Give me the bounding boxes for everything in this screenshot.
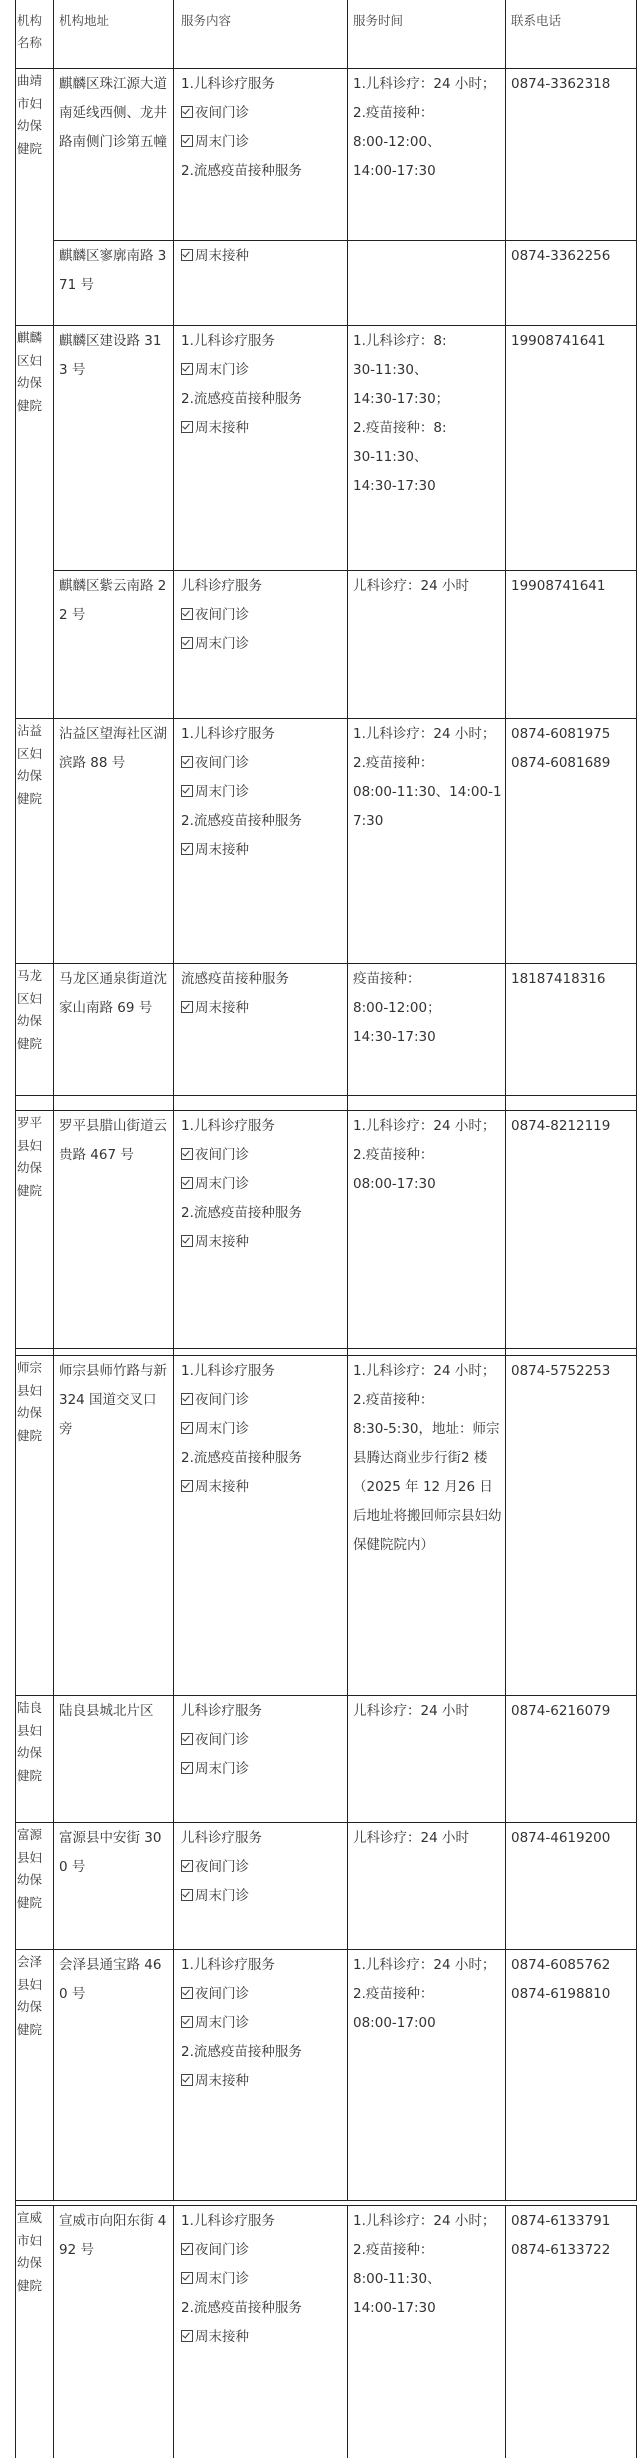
org-address: 罗平县腊山街道云贵路 467 号 — [59, 1118, 167, 1163]
service-item — [181, 1228, 343, 1257]
service-item — [181, 2067, 343, 2096]
org-name: 师宗县妇幼保健院 — [17, 1360, 43, 1443]
checkbox-checked-icon — [181, 1422, 193, 1434]
service-label: 1.儿科诊疗服务 — [181, 1118, 275, 1134]
row-divider — [53, 240, 637, 241]
column-divider — [173, 0, 174, 2200]
column-divider — [505, 0, 506, 2200]
contact-phone: 0874-3362318 — [511, 76, 611, 92]
service-item — [181, 1444, 343, 1473]
checkbox-checked-icon — [181, 1889, 193, 1901]
service-label: 周末接种 — [195, 1479, 249, 1495]
checkbox-checked-icon — [181, 2243, 193, 2255]
service-hours: 儿科诊疗：24 小时 — [353, 1703, 469, 1719]
org-name: 马龙区妇幼保健院 — [17, 968, 43, 1051]
service-label: 周末门诊 — [195, 1176, 249, 1192]
contact-phone: 0874-3362256 — [511, 248, 611, 264]
org-address: 宣威市向阳东街 492 号 — [59, 2213, 167, 2258]
services-list — [181, 242, 343, 271]
header-hours: 服务时间 — [353, 13, 404, 28]
table-border-right — [636, 0, 637, 2200]
contact-phone: 19908741641 — [511, 578, 606, 594]
service-item — [181, 807, 343, 836]
service-item — [181, 356, 343, 385]
org-name: 富源县妇幼保健院 — [17, 1827, 43, 1910]
org-address: 马龙区通泉街道沈家山南路 69 号 — [59, 971, 167, 1016]
service-hours: 儿科诊疗：24 小时 — [353, 1830, 469, 1846]
column-divider — [173, 2205, 174, 2458]
service-label: 夜间门诊 — [195, 1859, 249, 1875]
org-address: 麒麟区寥廓南路 371 号 — [59, 248, 167, 293]
row-divider — [53, 570, 637, 571]
org-address: 麒麟区建设路 313 号 — [59, 333, 162, 378]
row-divider — [15, 325, 637, 326]
service-item — [181, 1853, 343, 1882]
checkbox-checked-icon — [181, 2074, 193, 2086]
service-item — [181, 2294, 343, 2323]
service-hours: 1.儿科诊疗：24 小时； 2.疫苗接种： 08:00-17:30 — [353, 1118, 496, 1192]
services-list — [181, 1697, 343, 1784]
service-label: 周末门诊 — [195, 1888, 249, 1904]
checkbox-checked-icon — [181, 421, 193, 433]
contact-phone: 0874-6081975 0874-6081689 — [511, 726, 611, 771]
contact-phone: 0874-8212119 — [511, 1118, 611, 1134]
service-hours: 1.儿科诊疗：24 小时； 2.疫苗接种： 8:00-11:30、 14:00-17:30 — [353, 2213, 496, 2316]
service-item — [181, 994, 343, 1023]
header-address: 机构地址 — [59, 13, 110, 28]
service-label: 夜间门诊 — [195, 1392, 249, 1408]
contact-phone: 0874-5752253 — [511, 1363, 611, 1379]
services-list — [181, 1951, 343, 2096]
service-item — [181, 601, 343, 630]
checkbox-checked-icon — [181, 756, 193, 768]
service-label: 夜间门诊 — [195, 1147, 249, 1163]
service-item — [181, 749, 343, 778]
service-item — [181, 1951, 343, 1980]
service-label: 夜间门诊 — [195, 105, 249, 121]
contact-phone: 0874-6216079 — [511, 1703, 611, 1719]
services-list — [181, 70, 343, 186]
contact-phone: 0874-6085762 0874-6198810 — [511, 1957, 611, 2002]
service-item — [181, 1755, 343, 1784]
services-list — [181, 1357, 343, 1502]
service-hours: 儿科诊疗：24 小时 — [353, 578, 469, 594]
service-item — [181, 2265, 343, 2294]
services-list — [181, 1824, 343, 1911]
row-divider — [15, 1095, 637, 1096]
service-label: 周末门诊 — [195, 2015, 249, 2031]
org-name: 陆良县妇幼保健院 — [17, 1700, 43, 1783]
service-item — [181, 385, 343, 414]
checkbox-checked-icon — [181, 1733, 193, 1745]
service-label: 周末门诊 — [195, 784, 249, 800]
service-label: 周末门诊 — [195, 2271, 249, 2287]
service-item — [181, 630, 343, 659]
org-name: 麒麟区妇幼保健院 — [17, 330, 43, 413]
service-item — [181, 2236, 343, 2265]
org-name: 罗平县妇幼保健院 — [17, 1115, 43, 1198]
org-address: 麒麟区紫云南路 22 号 — [59, 578, 167, 623]
row-divider — [15, 1695, 637, 1696]
service-label: 1.儿科诊疗服务 — [181, 1957, 275, 1973]
service-item — [181, 836, 343, 865]
service-label: 夜间门诊 — [195, 755, 249, 771]
services-list — [181, 572, 343, 659]
checkbox-checked-icon — [181, 1001, 193, 1013]
table-border-right — [636, 2205, 637, 2458]
service-item — [181, 1386, 343, 1415]
service-item — [181, 2207, 343, 2236]
column-divider — [505, 2205, 506, 2458]
org-name: 曲靖市妇幼保健院 — [17, 73, 43, 156]
service-label: 夜间门诊 — [195, 607, 249, 623]
row-divider — [15, 2205, 637, 2206]
checkbox-checked-icon — [181, 1480, 193, 1492]
service-label: 周末门诊 — [195, 1421, 249, 1437]
service-item — [181, 1199, 343, 1228]
service-item — [181, 720, 343, 749]
service-item — [181, 242, 343, 271]
column-divider — [53, 2205, 54, 2458]
service-label: 2.流感疫苗接种服务 — [181, 1450, 302, 1466]
checkbox-checked-icon — [181, 106, 193, 118]
service-hours: 1.儿科诊疗：24 小时； 2.疫苗接种： 8:00-12:00、 14:00-17:30 — [353, 76, 496, 179]
checkbox-checked-icon — [181, 843, 193, 855]
service-label: 2.流感疫苗接种服务 — [181, 2300, 302, 2316]
service-item — [181, 1112, 343, 1141]
service-item — [181, 1882, 343, 1911]
service-item — [181, 1824, 343, 1853]
row-divider — [15, 1348, 637, 1349]
service-hours: 1.儿科诊疗：24 小时； 2.疫苗接种： 08:00-17:00 — [353, 1957, 496, 2031]
service-label: 周末接种 — [195, 2073, 249, 2089]
checkbox-checked-icon — [181, 1235, 193, 1247]
column-divider — [53, 0, 54, 2200]
service-item — [181, 1357, 343, 1386]
service-label: 流感疫苗接种服务 — [181, 971, 289, 987]
row-divider — [15, 1355, 637, 1356]
org-name: 会泽县妇幼保健院 — [17, 1954, 43, 2037]
service-label: 周末接种 — [195, 842, 249, 858]
services-list — [181, 1112, 343, 1257]
service-item — [181, 2038, 343, 2067]
checkbox-checked-icon — [181, 1987, 193, 1999]
service-item — [181, 1697, 343, 1726]
checkbox-checked-icon — [181, 1177, 193, 1189]
service-item — [181, 70, 343, 99]
row-divider — [15, 718, 637, 719]
service-label: 儿科诊疗服务 — [181, 1703, 262, 1719]
service-label: 周末门诊 — [195, 134, 249, 150]
service-hours: 1.儿科诊疗：24 小时； 2.疫苗接种： 08:00-11:30、14:00-17:30 — [353, 726, 502, 829]
org-address: 富源县中安街 300 号 — [59, 1830, 162, 1875]
service-label: 1.儿科诊疗服务 — [181, 726, 275, 742]
checkbox-checked-icon — [181, 1148, 193, 1160]
service-item — [181, 99, 343, 128]
service-item — [181, 1170, 343, 1199]
service-label: 周末接种 — [195, 1000, 249, 1016]
service-label: 1.儿科诊疗服务 — [181, 1363, 275, 1379]
service-label: 2.流感疫苗接种服务 — [181, 2044, 302, 2060]
service-label: 周末接种 — [195, 420, 249, 436]
checkbox-checked-icon — [181, 2016, 193, 2028]
column-divider — [347, 0, 348, 2200]
checkbox-checked-icon — [181, 363, 193, 375]
row-divider — [15, 1110, 637, 1111]
service-item — [181, 572, 343, 601]
service-item — [181, 1141, 343, 1170]
service-label: 2.流感疫苗接种服务 — [181, 391, 302, 407]
service-label: 1.儿科诊疗服务 — [181, 76, 275, 92]
service-item — [181, 1980, 343, 2009]
service-item — [181, 1473, 343, 1502]
contact-phone: 0874-6133791 0874-6133722 — [511, 2213, 611, 2258]
service-label: 夜间门诊 — [195, 1732, 249, 1748]
service-label: 儿科诊疗服务 — [181, 1830, 262, 1846]
service-label: 1.儿科诊疗服务 — [181, 2213, 275, 2229]
row-divider — [15, 1949, 637, 1950]
service-label: 周末接种 — [195, 1234, 249, 1250]
checkbox-checked-icon — [181, 1860, 193, 1872]
checkbox-checked-icon — [181, 608, 193, 620]
services-list — [181, 327, 343, 443]
service-item — [181, 778, 343, 807]
service-label: 周末门诊 — [195, 1761, 249, 1777]
service-item — [181, 1726, 343, 1755]
service-hours: 疫苗接种： 8:00-12:00； 14:30-17:30 — [353, 971, 441, 1045]
header-org: 机构名称 — [17, 13, 43, 50]
services-list — [181, 720, 343, 865]
service-item — [181, 965, 343, 994]
org-name: 宣威市妇幼保健院 — [17, 2210, 43, 2293]
services-list — [181, 2207, 343, 2352]
service-item — [181, 2323, 343, 2352]
contact-phone: 19908741641 — [511, 333, 606, 349]
column-divider — [347, 2205, 348, 2458]
table-border-left — [15, 0, 16, 2458]
service-item — [181, 128, 343, 157]
checkbox-checked-icon — [181, 2330, 193, 2342]
service-item — [181, 157, 343, 186]
service-item — [181, 327, 343, 356]
service-label: 1.儿科诊疗服务 — [181, 333, 275, 349]
services-list — [181, 965, 343, 1023]
header-phone: 联系电话 — [511, 13, 562, 28]
org-address: 会泽县通宝路 460 号 — [59, 1957, 162, 2002]
service-item — [181, 414, 343, 443]
service-label: 周末接种 — [195, 2329, 249, 2345]
service-label: 2.流感疫苗接种服务 — [181, 1205, 302, 1221]
service-item — [181, 1415, 343, 1444]
checkbox-checked-icon — [181, 249, 193, 261]
service-label: 周末接种 — [195, 248, 249, 264]
checkbox-checked-icon — [181, 637, 193, 649]
checkbox-checked-icon — [181, 1393, 193, 1405]
checkbox-checked-icon — [181, 785, 193, 797]
org-address: 陆良县城北片区 — [59, 1703, 154, 1719]
row-divider — [15, 2200, 637, 2201]
service-label: 周末门诊 — [195, 636, 249, 652]
contact-phone: 0874-4619200 — [511, 1830, 611, 1846]
service-label: 2.流感疫苗接种服务 — [181, 813, 302, 829]
org-name: 沾益区妇幼保健院 — [17, 723, 43, 806]
service-hours: 1.儿科诊疗：24 小时； 2.疫苗接种： 8:30-5:30，地址：师宗县腾达商业步行街2 楼（2025 年 12 月26 日后地址将搬回师宗县妇幼保健院院内） — [353, 1363, 502, 1553]
row-divider — [15, 963, 637, 964]
org-address: 师宗县师竹路与新 324 国道交叉口旁 — [59, 1363, 172, 1437]
service-hours: 1.儿科诊疗：8: 30-11:30、 14:30-17:30； 2.疫苗接种：8: 30-11:30、 14:30-17:30 — [353, 333, 450, 494]
row-divider — [15, 68, 637, 69]
checkbox-checked-icon — [181, 135, 193, 147]
header-services: 服务内容 — [181, 13, 232, 28]
contact-phone: 18187418316 — [511, 971, 606, 987]
service-label: 儿科诊疗服务 — [181, 578, 262, 594]
service-label: 夜间门诊 — [195, 1986, 249, 2002]
service-item — [181, 2009, 343, 2038]
service-label: 夜间门诊 — [195, 2242, 249, 2258]
checkbox-checked-icon — [181, 2272, 193, 2284]
checkbox-checked-icon — [181, 1762, 193, 1774]
org-address: 沾益区望海社区湖滨路 88 号 — [59, 726, 167, 771]
service-label: 2.流感疫苗接种服务 — [181, 163, 302, 179]
service-label: 周末门诊 — [195, 362, 249, 378]
org-address: 麒麟区珠江源大道南延线西侧、龙井路南侧门诊第五幢 — [59, 76, 167, 150]
row-divider — [15, 1822, 637, 1823]
